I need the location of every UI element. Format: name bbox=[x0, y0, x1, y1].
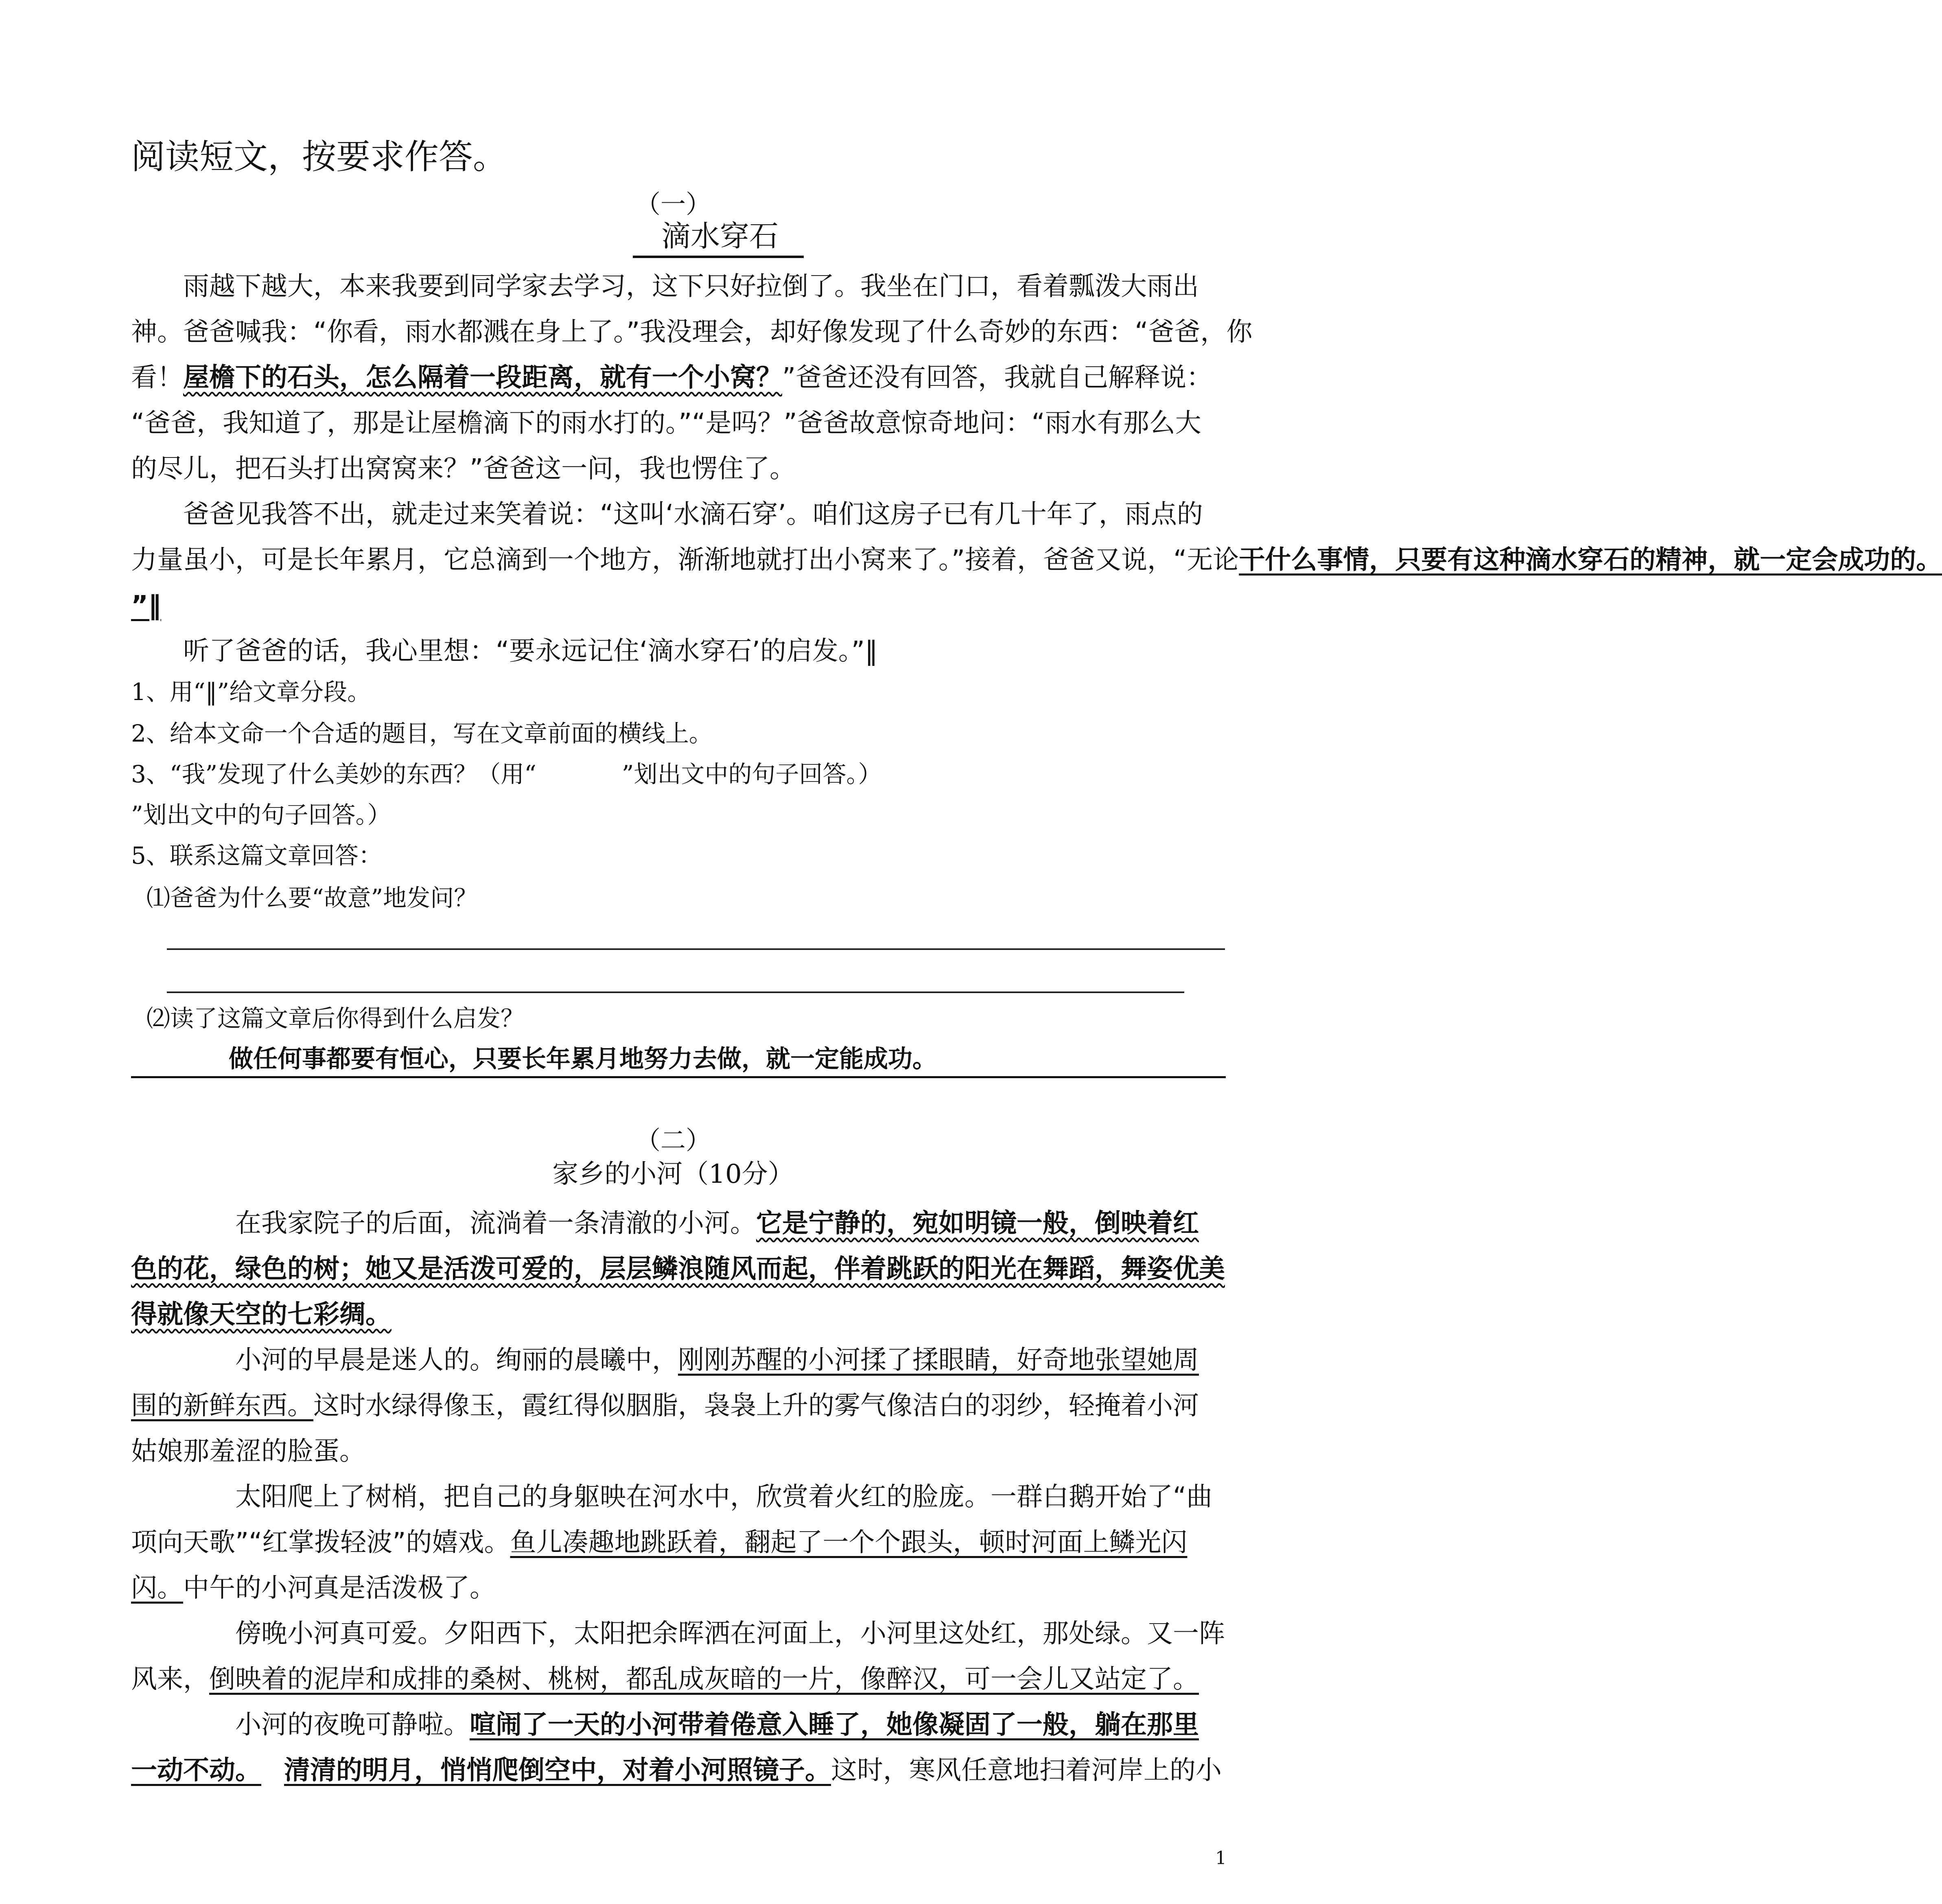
paragraph-line: 在我家院子的后面，流淌着一条清澈的小河。它是宁静的，宛如明镜一般，倒映着红 bbox=[235, 1208, 1199, 1239]
answer-text: 做任何事都要有恒心，只要长年累月地努力去做，就一定能成功。 bbox=[229, 1045, 937, 1073]
answer-line-filled bbox=[131, 1042, 1226, 1078]
paragraph-line: “爸爸，我知道了，那是让屋檐滴下的雨水打的。”“是吗？”爸爸故意惊奇地问：“雨水有那么大 bbox=[131, 408, 1201, 438]
page-number: 1 bbox=[1215, 1848, 1227, 1869]
section-number-2: （二） bbox=[635, 1125, 711, 1155]
paragraph-line: 爸爸见我答不出，就走过来笑着说：“这叫‘水滴石穿’。咱们这房子已有几十年了，雨点的 bbox=[183, 499, 1203, 530]
title-text: 滴水穿石 bbox=[661, 219, 779, 253]
paragraph-line: 听了爸爸的话，我心里想：“要永远记住‘滴水穿石’的启发。”‖ bbox=[183, 636, 878, 666]
wavy-underlined-sentence: 得就像天空的七彩绸。 bbox=[131, 1300, 391, 1330]
paragraph-line: 项向天歌”“红掌拨轻波”的嬉戏。鱼儿凑趣地跳跃着，翻起了一个个跟头，顿时河面上鳞光闪 bbox=[131, 1528, 1188, 1558]
underlined-sentence: 闪。 bbox=[131, 1573, 183, 1603]
underlined-sentence: 干什么事情，只要有这种滴水穿石的精神，就一定会成功的。 bbox=[1239, 545, 1942, 575]
underlined-sentence: 刚刚苏醒的小河揉了揉眼睛，好奇地张望她周 bbox=[678, 1345, 1199, 1375]
question-5: 5、联系这篇文章回答： bbox=[131, 842, 382, 869]
underlined-sentence: 倒映着的泥岸和成排的桑树、桃树，都乱成灰暗的一片，像醉汉，可一会儿又站定了。 bbox=[209, 1664, 1199, 1694]
wavy-underlined-sentence: 色的花，绿色的树；她又是活泼可爱的，层层鳞浪随风而起，伴着跳跃的阳光在舞蹈，舞姿优美 bbox=[131, 1254, 1225, 1284]
section-title-2: 家乡的小河（10分） bbox=[552, 1159, 794, 1189]
section-number-1: （一） bbox=[635, 189, 711, 219]
paragraph-line: 神。爸爸喊我：“你看，雨水都溅在身上了。”我没理会，却好像发现了什么奇妙的东西：“爸爸，你 bbox=[131, 317, 1253, 347]
paragraph-line: 闪。中午的小河真是活泼极了。 bbox=[131, 1573, 496, 1603]
underlined-sentence: 围的新鲜东西。 bbox=[131, 1391, 313, 1421]
underlined-sentence: 鱼儿凑趣地跳跃着，翻起了一个个跟头，顿时河面上鳞光闪 bbox=[510, 1528, 1188, 1558]
paragraph-line: 围的新鲜东西。这时水绿得像玉，霞红得似胭脂，袅袅上升的雾气像洁白的羽纱，轻掩着小河 bbox=[131, 1391, 1199, 1421]
paragraph-line: 一动不动。 清清的明月，悄悄爬倒空中，对着小河照镜子。这时，寒风任意地扫着河岸上的小 bbox=[131, 1755, 1222, 1786]
paragraph-line: 傍晚小河真可爱。夕阳西下，太阳把余晖洒在河面上，小河里这处红，那处绿。又一阵 bbox=[235, 1619, 1225, 1649]
question-5-2: ⑵读了这篇文章后你得到什么启发？ bbox=[147, 1005, 525, 1032]
paragraph-line: 的尽儿，把石头打出窝窝来？”爸爸这一问，我也愣住了。 bbox=[131, 454, 796, 484]
underlined-sentence: 一动不动。 bbox=[131, 1755, 261, 1786]
paragraph-line: 看！屋檐下的石头，怎么隔着一段距离，就有一个小窝？”爸爸还没有回答，我就自己解释说： bbox=[131, 363, 1213, 393]
paragraph-line: 小河的早晨是迷人的。绚丽的晨曦中，刚刚苏醒的小河揉了揉眼睛，好奇地张望她周 bbox=[235, 1345, 1199, 1375]
paragraph-line: 太阳爬上了树梢，把自己的身躯映在河水中，欣赏着火红的脸庞。一群白鹅开始了“曲 bbox=[235, 1482, 1213, 1512]
paragraph-line bbox=[131, 1292, 1226, 1337]
paragraph-line bbox=[131, 1246, 1226, 1292]
underlined-sentence: 清清的明月，悄悄爬倒空中，对着小河照镜子。 bbox=[284, 1755, 831, 1786]
wavy-underlined-sentence: 屋檐下的石头，怎么隔着一段距离，就有一个小窝？ bbox=[183, 363, 782, 393]
paragraph-line: 小河的夜晚可静啦。喧闹了一天的小河带着倦意入睡了，她像凝固了一般，躺在那里 bbox=[235, 1710, 1199, 1740]
paragraph-line: 力量虽小，可是长年累月，它总滴到一个地方，渐渐地就打出小窝来了。”接着，爸爸又说，“无论干什么事情，只要有这种滴水穿石的精神，就一定会成功的。 bbox=[131, 545, 1942, 575]
question-4: ”划出文中的句子回答。） bbox=[131, 801, 391, 829]
paragraph-line: 姑娘那羞涩的脸蛋。 bbox=[131, 1436, 365, 1466]
paragraph-line: 雨越下越大，本来我要到同学家去学习，这下只好拉倒了。我坐在门口，看着瓢泼大雨出 bbox=[183, 271, 1199, 302]
underlined-sentence: 喧闹了一天的小河带着倦意入睡了，她像凝固了一般，躺在那里 bbox=[470, 1710, 1199, 1740]
paragraph-line bbox=[131, 583, 1226, 628]
question-2: 2、给本文命一个合适的题目，写在文章前面的横线上。 bbox=[131, 720, 713, 747]
question-1: 1、用“‖”给文章分段。 bbox=[131, 678, 371, 706]
wavy-underlined-sentence: 它是宁静的，宛如明镜一般，倒映着红 bbox=[756, 1208, 1199, 1239]
instruction: 阅读短文，按要求作答。 bbox=[131, 137, 507, 177]
title-blank-line bbox=[633, 256, 804, 258]
answer-line bbox=[167, 991, 1184, 993]
question-5-1: ⑴爸爸为什么要“故意”地发问？ bbox=[147, 884, 478, 912]
paragraph-line: 风来，倒映着的泥岸和成排的桑树、桃树，都乱成灰暗的一片，像醉汉，可一会儿又站定了。 bbox=[131, 1664, 1199, 1694]
underlined-sentence: ”‖ bbox=[131, 591, 162, 621]
question-3: 3、“我”发现了什么美妙的东西？（用“ ”划出文中的句子回答。） bbox=[131, 760, 882, 788]
answer-line bbox=[167, 948, 1225, 950]
